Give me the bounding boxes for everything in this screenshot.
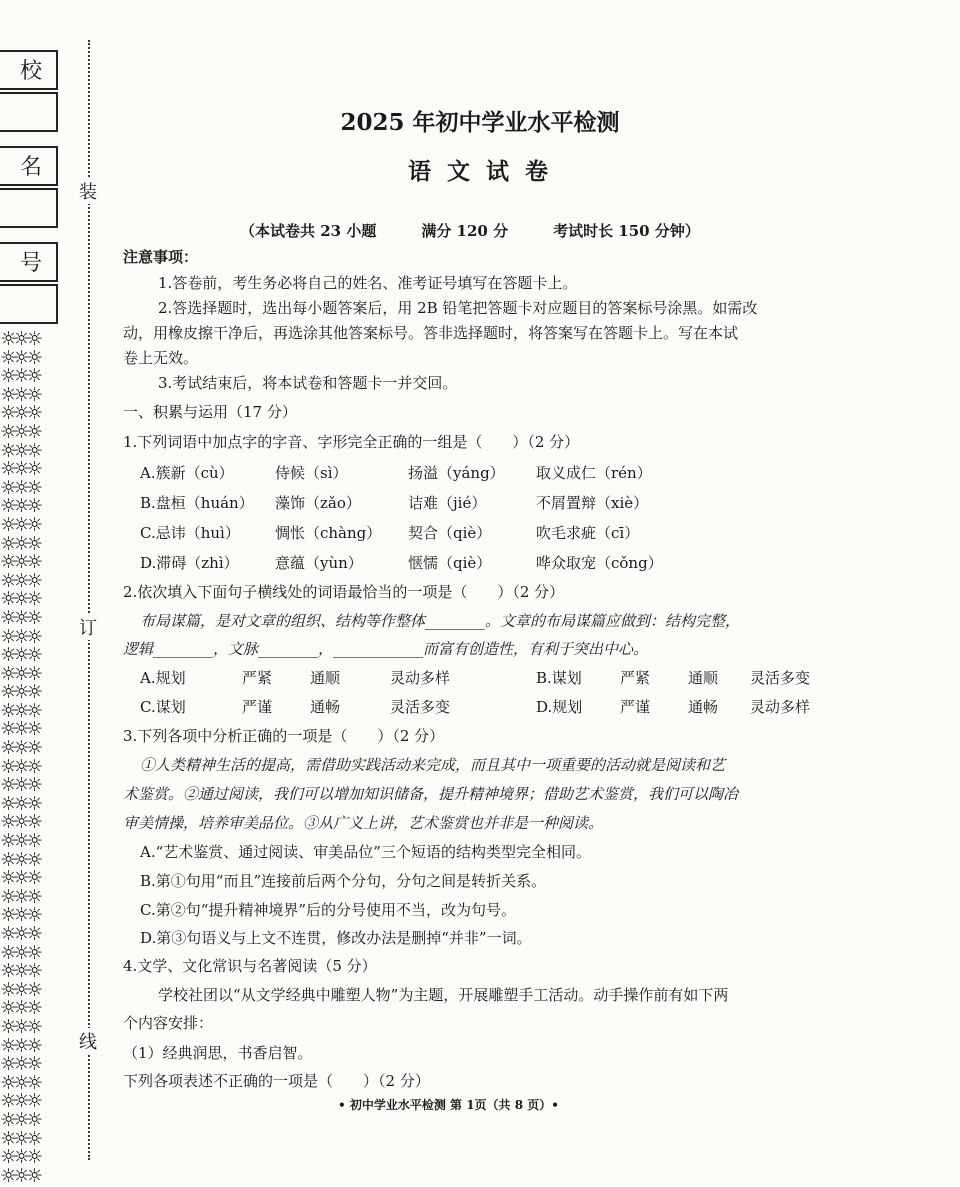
q4-intro-2: 个内容安排： [123, 1014, 214, 1032]
binding-char-ding: 订 [78, 614, 98, 640]
q1-option-a-2: 侍候（sì） [275, 464, 348, 482]
q1-option-d-2: 意蕴（yùn） [275, 554, 363, 572]
notice-line-1: 1.答卷前，考生务必将自己的姓名、准考证号填写在答题卡上。 [158, 274, 578, 292]
q2-option-a-1: A.规划 [140, 669, 186, 687]
q2-option-a-4: 灵动多样 [390, 669, 451, 687]
q1-option-a-1: A.簇新（cù） [140, 464, 234, 482]
q2-stem: 2.依次填入下面句子横线处的词语最恰当的一项是（ ）（2 分） [123, 583, 565, 601]
q3-stem: 3.下列各项中分析正确的一项是（ ）（2 分） [123, 727, 445, 745]
exam-no-label: 号 [19, 251, 42, 276]
q3-option-c: C.第②句“提升精神境界”后的分号使用不当，改为句号。 [140, 901, 517, 919]
q2-option-a-3: 通顺 [310, 669, 341, 687]
q2-option-c-1: C.谋划 [140, 698, 186, 716]
school-label: 校 [19, 59, 42, 84]
section-heading: 一、积累与运用（17 分） [123, 403, 297, 421]
q1-option-c-3: 契合（qiè） [408, 524, 492, 542]
binding-char-xian: 线 [78, 1028, 98, 1054]
notice-line-4: 卷上无效。 [123, 349, 199, 367]
q2-option-d-2: 严谨 [620, 698, 651, 716]
q3-passage-1: ①人类精神生活的提高，需借助实践活动来完成，而且其中一项重要的活动就是阅读和艺 [140, 756, 726, 774]
page-footer: • 初中学业水平检测 第 1页（共 8 页）• [338, 1098, 559, 1112]
q1-option-b-1: B.盘桓（huán） [140, 494, 254, 512]
q1-option-a-3: 扬溢（yáng） [408, 464, 505, 482]
name-label: 名 [19, 155, 42, 180]
decorative-star-border: ☼☼☼ ☼☼☼ ☼☼☼ ☼☼☼ ☼☼☼ ☼☼☼ ☼☼☼ ☼☼☼ ☼☼☼ ☼☼☼ ☼☼☼ ☼☼☼ ☼☼☼ ☼☼☼ ☼☼☼ ☼☼☼ ☼☼☼ ☼☼☼ ☼☼☼ ☼☼☼ ☼☼☼ ☼☼☼ ☼☼☼ ☼☼☼ ☼☼☼ ☼☼☼ ☼☼☼ ☼☼☼ ☼☼☼ ☼☼☼ ☼☼☼ ☼☼☼ ☼☼☼ ☼☼☼ ☼☼☼ ☼☼☼ ☼☼☼ ☼☼☼ ☼☼☼ ☼☼☼ ☼☼☼ ☼☼☼ ☼☼☼ ☼☼☼ ☼☼☼ ☼☼☼ [0, 328, 40, 1187]
q2-option-b-4: 灵活多变 [750, 669, 811, 687]
q2-option-c-3: 通畅 [310, 698, 341, 716]
notice-line-3: 动，用橡皮擦干净后，再选涂其他答案标号。答非选择题时，将答案写在答题卡上。写在本试 [123, 324, 739, 342]
q2-option-b-3: 通顺 [688, 669, 719, 687]
q1-option-b-3: 诘难（jié） [408, 494, 487, 512]
q2-option-d-4: 灵动多样 [750, 698, 811, 716]
q3-passage-2: 术鉴赏。②通过阅读，我们可以增加知识储备，提升精神境界；借助艺术鉴赏，我们可以陶冶 [123, 785, 739, 803]
q3-option-a: A.“艺术鉴赏、通过阅读、审美品位”三个短语的结构类型完全相同。 [140, 843, 591, 861]
q1-option-c-2: 惆怅（chàng） [275, 524, 382, 542]
q1-option-c-4: 吹毛求疵（cī） [536, 524, 640, 542]
q3-option-b: B.第①句用“而且”连接前后两个分句，分句之间是转折关系。 [140, 872, 547, 890]
notice-heading: 注意事项： [123, 248, 199, 266]
q2-option-c-4: 灵活多变 [390, 698, 451, 716]
q2-option-c-2: 严谨 [242, 698, 273, 716]
q4-intro-1: 学校社团以“从文学经典中雕塑人物”为主题，开展雕塑手工活动。动手操作前有如下两 [158, 986, 729, 1004]
q2-passage-1: 布局谋篇，是对文章的组织、结构等作整体________。文章的布局谋篇应做到：结构完整， [140, 612, 741, 630]
q2-option-a-2: 严紧 [242, 669, 273, 687]
exam-subtitle: 语 文 试 卷 [407, 158, 553, 185]
q2-option-d-1: D.规划 [536, 698, 583, 716]
q1-option-b-4: 不屑置辩（xiè） [536, 494, 649, 512]
q1-option-a-4: 取义成仁（rén） [536, 464, 652, 482]
q4-sub-question: 下列各项表述不正确的一项是（ ）（2 分） [123, 1072, 430, 1090]
q1-option-c-1: C.忌讳（huì） [140, 524, 240, 542]
q4-sub-heading: （1）经典润思，书香启智。 [123, 1044, 313, 1062]
notice-line-5: 3.考试结束后，将本试卷和答题卡一并交回。 [158, 374, 458, 392]
q1-option-d-1: D.滞碍（zhì） [140, 554, 239, 572]
q3-passage-3: 审美情操，培养审美品位。③从广义上讲，艺术鉴赏也并非是一种阅读。 [123, 814, 604, 832]
q4-stem: 4.文学、文化常识与名著阅读（5 分） [123, 957, 377, 975]
q1-option-d-4: 哗众取宠（cǒng） [536, 554, 663, 572]
q1-option-d-3: 惬懦（qiè） [408, 554, 492, 572]
notice-line-2: 2.答选择题时，选出每小题答案后，用 2B 铅笔把答题卡对应题目的答案标号涂黑。如需改 [158, 299, 758, 317]
exam-title: 2025 年初中学业水平检测 [340, 109, 620, 136]
exam-info: （本试卷共 23 小题 满分 120 分 考试时长 150 分钟） [240, 222, 700, 240]
q2-option-d-3: 通畅 [688, 698, 719, 716]
q2-option-b-1: B.谋划 [536, 669, 582, 687]
q2-option-b-2: 严紧 [620, 669, 651, 687]
q1-stem: 1.下列词语中加点字的字音、字形完全正确的一组是（ ）（2 分） [123, 433, 580, 451]
binding-char-zhuang: 装 [78, 178, 98, 204]
q1-option-b-2: 藻饰（zǎo） [275, 494, 361, 512]
q3-option-d: D.第③句语义与上文不连贯，修改办法是删掉“并非”一词。 [140, 929, 532, 947]
q2-passage-2: 逻辑________，文脉________，____________而富有创造性，有利于突出中心。 [123, 640, 649, 658]
